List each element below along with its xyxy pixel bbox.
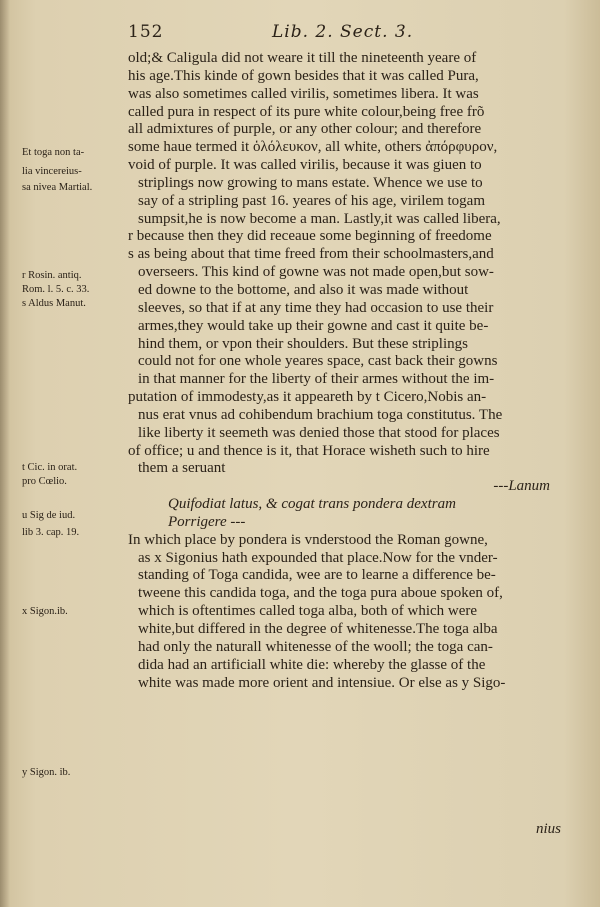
margin-note: Rom. l. 5. c. 33. <box>22 284 90 295</box>
text-line: tweene this candida toga, and the toga pura aboue spoken of, <box>138 585 503 602</box>
page-number: 152 <box>128 22 164 42</box>
page-header <box>0 22 600 48</box>
text-line: say of a stripling past 16. yeares of his age, virilem togam <box>138 192 485 209</box>
margin-note: t Cic. in orat. <box>22 462 78 473</box>
text-line: void of purple. It was called virilis, because it was giuen to <box>128 157 482 174</box>
text-line: r because then they did receaue some beginning of freedome <box>128 228 492 245</box>
margin-note: u Sig de iud. <box>22 510 76 521</box>
text-line: his age.This kinde of gown besides that it was called Pura, <box>128 67 479 84</box>
verse-line: ---Lanum <box>493 478 550 495</box>
gutter-shadow <box>0 0 10 907</box>
text-line: armes,they would take up their gowne and cast it quite be- <box>138 317 489 334</box>
catchword: nius <box>536 821 562 837</box>
text-line: like liberty it seemeth was denied those that stood for places <box>138 424 500 441</box>
text-line: some haue termed it ὁλόλευκον, all white, others ἀπόρφυρον, <box>128 139 498 156</box>
text-line: which is oftentimes called toga alba, both of which were <box>138 603 478 620</box>
margin-note: sa nivea Martial. <box>22 182 93 193</box>
margin-note: Et toga non ta- <box>22 147 85 158</box>
running-head: Lib. 2. Sect. 3. <box>272 22 414 42</box>
verse-line: Quifodiat latus, & cogat trans pondera dextram <box>168 496 456 513</box>
text-line: could not for one whole yeares space, cast back their gowns <box>138 353 498 370</box>
text-line: had only the naturall whitenesse of the wooll; the toga can- <box>138 638 493 655</box>
text-line: In which place by pondera is vnderstood the Roman gowne, <box>128 531 488 548</box>
text-line: nus erat vnus ad cohibendum brachium toga constitutus. The <box>138 406 503 423</box>
margin-note: r Rosin. antiq. <box>22 270 82 281</box>
margin-note: y Sigon. ib. <box>22 767 71 778</box>
text-line: putation of immodesty,as it appeareth by t Cicero,Nobis an- <box>128 389 487 406</box>
text-line: overseers. This kind of gowne was not made open,but sow- <box>138 264 494 281</box>
text-line: s as being about that time freed from their schoolmasters,and <box>128 246 494 263</box>
margin-note: lib 3. cap. 19. <box>22 527 80 538</box>
margin-note: lia vincereius- <box>22 166 82 177</box>
body-text <box>128 50 580 692</box>
text-line: dida had an artificiall white die: whereby the glasse of the <box>138 656 486 673</box>
text-line: white,but differed in the degree of whitenesse.The toga alba <box>138 621 498 637</box>
text-line: as x Sigonius hath expounded that place.Now for the vnder- <box>138 549 498 566</box>
text-line: was also sometimes called virilis, sometimes libera. It was <box>128 85 479 102</box>
text-line: all admixtures of purple, or any other colour; and therefore <box>128 121 482 138</box>
text-line: them a seruant <box>138 460 226 477</box>
text-line: of office; u and thence is it, that Horace wisheth such to hire <box>128 442 490 459</box>
text-line: striplings now growing to mans estate. Whence we use to <box>138 174 483 191</box>
text-line: white was made more orient and intensiue. Or else as y Sigo- <box>138 674 506 691</box>
verse-line: Porrigere --- <box>168 513 246 530</box>
text-line: standing of Toga candida, wee are to learne a difference be- <box>138 567 496 584</box>
margin-note: s Aldus Manut. <box>22 298 86 309</box>
text-line: sumpsit,he is now become a man. Lastly,it was called libera, <box>138 210 501 227</box>
text-line: hind them, or vpon their shoulders. But these striplings <box>138 335 468 352</box>
margin-note: x Sigon.ib. <box>22 606 68 617</box>
margin-note: pro Cœlio. <box>22 476 67 487</box>
text-line: in that manner for the liberty of their armes without the im- <box>138 371 495 388</box>
text-line: sleeves, so that if at any time they had occasion to use their <box>138 299 494 316</box>
text-line: old;& Caligula did not weare it till the nineteenth yeare of <box>128 50 477 66</box>
text-line: ed downe to the bottome, and also it was made without <box>138 281 469 298</box>
text-line: called pura in respect of its pure white colour,being free frõ <box>128 103 485 120</box>
